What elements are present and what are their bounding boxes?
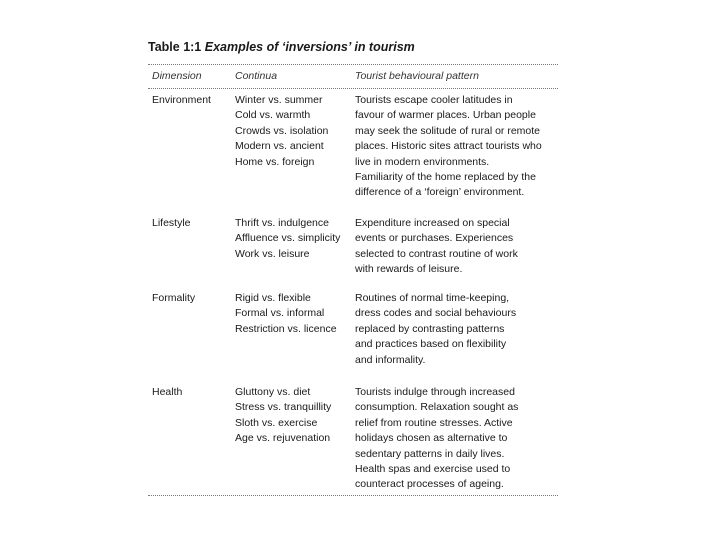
pattern-line: dress codes and social behaviours [355,307,517,320]
pattern-line: may seek the solitude of rural or remote [355,124,541,137]
continua-line: Home vs. foreign [235,155,315,168]
header-dimension: Dimension [152,70,202,82]
continua-line: Modern vs. ancient [235,140,324,153]
pattern-line: live in modern environments. [355,155,490,168]
continua-cell [235,385,331,447]
pattern-line: sedentary patterns in daily lives. [355,447,505,460]
pattern-cell [355,216,518,278]
continua-line: Age vs. rejuvenation [235,432,331,445]
dimension-cell: Environment [152,94,211,106]
continua-line: Rigid vs. flexible [235,292,311,304]
pattern-line: and practices based on flexibility [355,338,507,351]
dimension-cell: Formality [152,292,196,304]
continua-line: Restriction vs. licence [235,322,337,335]
pattern-line: relief from routine stresses. Active [355,416,513,429]
header-rule [148,88,558,89]
continua-line: Affluence vs. simplicity [235,232,341,245]
pattern-line: events or purchases. Experiences [355,232,514,245]
bottom-rule [148,495,558,496]
continua-line: Stress vs. tranquillity [235,401,332,414]
pattern-line: Expenditure increased on special [355,217,510,229]
pattern-line: and informality. [355,353,426,366]
pattern-line: holidays chosen as alternative to [355,432,508,445]
pattern-line: selected to contrast routine of work [355,247,518,260]
continua-cell [235,291,337,337]
pattern-line: places. Historic sites attract tourists who [355,140,542,153]
pattern-line: with rewards of leisure. [355,263,463,276]
pattern-line: Tourists indulge through increased [355,386,515,398]
continua-line: Gluttony vs. diet [235,386,311,398]
pattern-line: Routines of normal time-keeping, [355,292,510,304]
pattern-line: consumption. Relaxation sought as [355,401,519,414]
continua-line: Winter vs. summer [235,94,323,106]
dimension-cell: Lifestyle [152,217,191,229]
header-pattern: Tourist behavioural pattern [355,70,479,82]
continua-line: Work vs. leisure [235,247,310,260]
pattern-line: Tourists escape cooler latitudes in [355,94,513,106]
pattern-line: difference of a ‘foreign’ environment. [355,186,525,199]
pattern-line: replaced by contrasting patterns [355,322,505,335]
pattern-cell [355,291,516,368]
continua-line: Cold vs. warmth [235,109,311,122]
header-continua: Continua [235,70,278,82]
pattern-line: favour of warmer places. Urban people [355,109,536,122]
pattern-cell [355,385,518,493]
dimension-cell: Health [152,386,183,398]
top-rule [148,64,558,65]
pattern-line: counteract processes of ageing. [355,478,504,491]
pattern-line: Familiarity of the home replaced by the [355,170,536,183]
pattern-line: Health spas and exercise used to [355,462,511,475]
continua-line: Thrift vs. indulgence [235,217,329,229]
continua-line: Formal vs. informal [235,307,325,320]
table-title [148,40,415,54]
continua-cell [235,216,340,262]
continua-line: Sloth vs. exercise [235,416,318,429]
table-caption: Examples of ‘inversions’ in tourism [204,40,415,54]
continua-line: Crowds vs. isolation [235,124,329,137]
pattern-cell [355,93,542,201]
table-number: Table 1:1 [148,40,202,54]
continua-cell [235,93,328,170]
